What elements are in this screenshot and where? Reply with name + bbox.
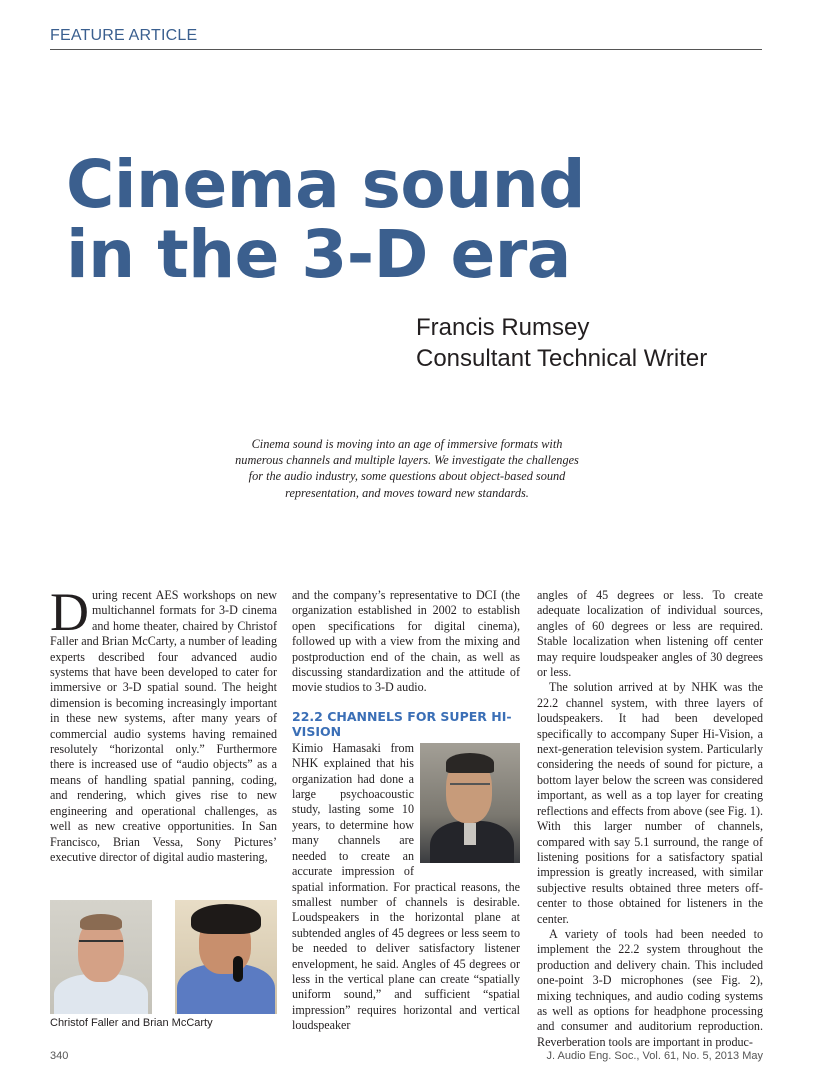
byline [416, 312, 707, 374]
paragraph: The solution arrived at by NHK was the 22.2 channel system, with three layers of loudspeakers. It had been developed specifically to accompany Super Hi-Vision, a next-generation television system. Particularly considering the needs of sound for picture, a bottom layer below the screen was considered important, as well as a top layer for creating reflections and effects from above (see Fig. 1). With this larger number of channels, compared with say 5.1 surround, the range of listening positions for a satisfactory spatial impression is greatly increased, with similar subjective results obtained three meters off-center to those obtained for listeners in the center. [537, 680, 763, 926]
paragraph-text: Kimio Hamasaki from NHK explained that his organization had done a large psychoacoustic study, lasting some 10 years, to determine how many channels are needed to create an accurate impression of spatial information. For practical reasons, the smallest number of channels is desirable. Loudspeakers in the horizontal plane at subtended angles of 45 degrees or less seem to be needed to deliver satisfactory listener envelopment, he said. Angles of 45 degrees or less in the vertical plane can create “spatially uniform sound,” and sufficient “spatial impression” requires horizontal and vertical loudspeaker [292, 740, 520, 1033]
title-line-1: Cinema sound [66, 146, 585, 223]
header-rule [50, 49, 762, 50]
subhead: 22.2 CHANNELS FOR SUPER HI-VISION [292, 708, 512, 739]
journal-reference: J. Audio Eng. Soc., Vol. 61, No. 5, 2013 May [546, 1050, 763, 1062]
lede: Cinema sound is moving into an age of immersive formats with numerous channels and multiple layers. We investigate the challenges for the audio industry, some questions about object-based sound representation, and moves toward new standards. [235, 437, 579, 500]
paragraph: and the company’s representative to DCI (the organization established in 2002 to establish open specifications for digital cinema), followed up with a view from the mixing and postproduction end of the chain, as well as discussing standardization and the attitude of movie studios to 3-D audio. [292, 588, 520, 695]
author-name: Francis Rumsey [416, 314, 590, 341]
paragraph-text: uring recent AES workshops on new multichannel formats for 3-D cinema and home theater, chaired by Christof Faller and Brian McCarty, a number of leading experts described four advanced audio systems that have been developed to cater for immersive or 3-D spatial sound. The height dimension is becoming increasingly important in these new systems, after many years of commercial audio systems having remained resolutely “horizontal only.” Furthermore there is increased use of “audio objects” as a means of handling spatial panning, coding, and rendering, which gives rise to new engineering and operational challenges, as well as new creative opportunities. In San Francisco, Brian Vessa, Sony Pictures’ executive director of digital audio mastering, [50, 588, 277, 864]
article-title [66, 146, 585, 293]
section-label: FEATURE ARTICLE [50, 27, 198, 44]
drop-cap: D [50, 582, 89, 642]
paragraph [292, 741, 520, 1034]
paragraph [50, 582, 277, 865]
photo-caption: Christof Faller and Brian McCarty [50, 1017, 213, 1029]
photo-christof-faller [50, 900, 152, 1014]
page-number: 340 [50, 1050, 69, 1062]
paragraph: angles of 45 degrees or less. To create adequate localization of individual sources, angles of 60 degrees or less are required. Stable localization when listening off center may require loudspeaker angles of 30 degrees or less. [537, 588, 763, 680]
paragraph: A variety of tools had been needed to implement the 22.2 system throughout the production and delivery chain. This included one-point 3-D microphones (see Fig. 2), mixing techniques, and audio coding systems as well as options for headphone processing and consumer and auditorium reproduction. Reverberation tools are important in produc- [537, 926, 763, 1049]
photo-kimio-hamasaki [420, 743, 520, 863]
column-1 [50, 582, 277, 865]
column-3 [537, 588, 763, 1050]
title-line-2: in the 3-D era [66, 216, 571, 293]
photo-brian-mccarty [175, 900, 277, 1014]
column-2 [292, 588, 520, 1034]
author-role: Consultant Technical Writer [416, 345, 708, 372]
